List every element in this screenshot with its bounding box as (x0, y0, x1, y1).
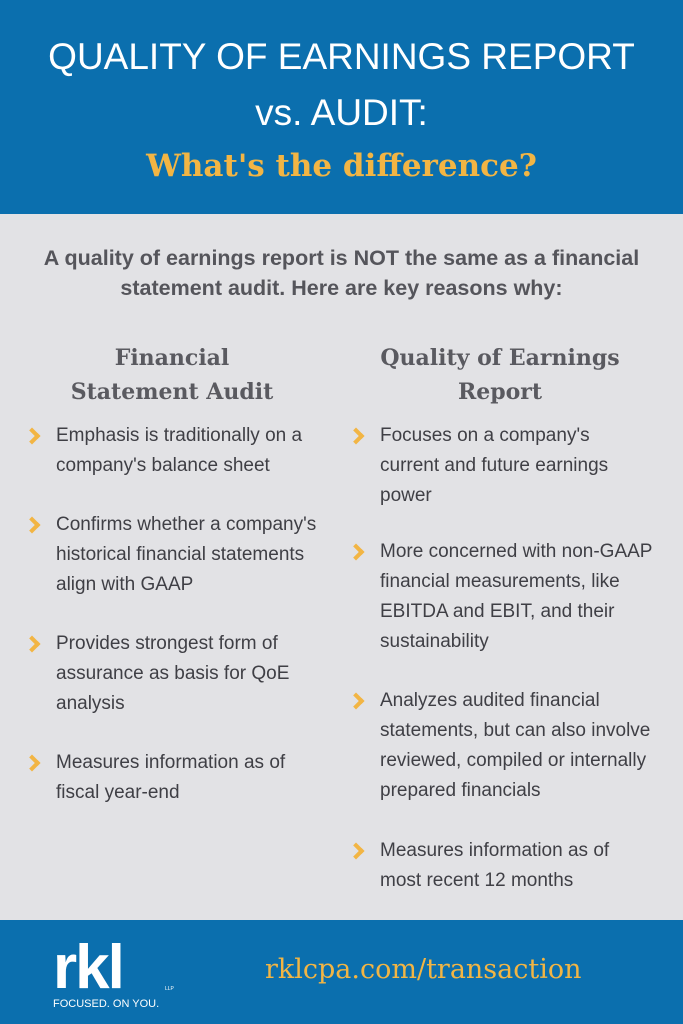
intro-text: A quality of earnings report is NOT the same as a financial statement audit. Here are key reasons why: (43, 246, 640, 300)
logo-wordmark: rkl (53, 933, 123, 1002)
title-line-1: QUALITY OF EARNINGS REPORT (48, 36, 635, 77)
list-item: Provides strongest form of assurance as basis for QoE analysis (56, 633, 290, 714)
logo-tagline: FOCUSED. ON YOU. (53, 998, 160, 1010)
list-item: Measures information as of most recent 12 months (380, 840, 610, 891)
audit-heading: Financial Statement Audit (70, 345, 274, 405)
chevron-right-icon (348, 428, 365, 445)
title-line-2: vs. AUDIT: (255, 92, 428, 133)
chevron-right-icon (24, 428, 41, 445)
chevron-right-icon (24, 517, 41, 534)
website-link[interactable]: rklcpa.com/transaction (265, 954, 582, 985)
rkl-logo (53, 933, 174, 1010)
chevron-right-icon (348, 544, 365, 561)
list-item: Emphasis is traditionally on a company's balance sheet (56, 425, 303, 476)
chevron-right-icon (24, 636, 41, 653)
chevron-right-icon (348, 693, 365, 710)
list-item: Analyzes audited financial statements, but can also involve reviewed, compiled or internally prepared financials (380, 690, 651, 801)
qoe-heading: Quality of Earnings Report (380, 345, 620, 405)
chevron-right-icon (24, 755, 41, 772)
header-banner (0, 0, 683, 214)
subtitle: What's the difference? (146, 148, 537, 184)
list-item: Focuses on a company's current and future earnings power (380, 425, 609, 506)
chevron-right-icon (348, 843, 365, 860)
footer-banner (0, 920, 683, 1024)
list-item: Measures information as of fiscal year-end (56, 752, 286, 803)
logo-llp: LLP (165, 986, 174, 992)
list-item: More concerned with non-GAAP financial measurements, like EBITDA and EBIT, and their sustainability (380, 541, 653, 652)
list-item: Confirms whether a company's historical financial statements align with GAAP (56, 514, 317, 595)
